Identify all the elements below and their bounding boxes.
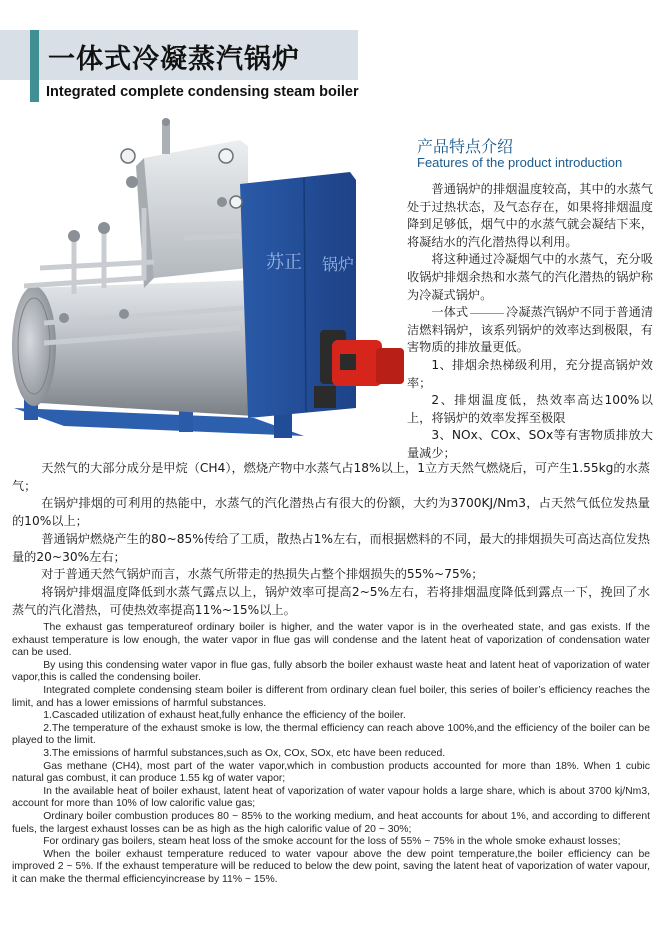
en-paragraph: Gas methane (CH4), most part of the water vapor,which in combustion products accounted for more than 18%. When 1 cubic natural gas combust, it can produce 1.55 kg of water vapor; <box>12 760 650 785</box>
page-subtitle: Integrated complete condensing steam boiler <box>46 84 359 100</box>
features-subtitle: Features of the product introduction <box>417 155 623 170</box>
features-paragraph: 将这种通过冷凝烟气中的水蒸气，充分吸收锅炉排烟余热和水蒸气的汽化潜热的锅炉称为冷凝式锅炉。 <box>407 252 653 302</box>
en-paragraph: In the available heat of boiler exhaust, latent heat of vaporization of water vapour holds a large share, which is about 3700 kj/Nm3, account for more than 10% of low calorific value gas; <box>12 785 650 810</box>
boiler-drum <box>12 280 254 416</box>
cn-paragraph: 在锅炉排烟的可利用的热能中，水蒸气的汽化潜热占有很大的份额，大约为3700KJ/Nm3，占天然气低位发热量的10%以上； <box>12 496 650 529</box>
blank-gap <box>470 313 504 314</box>
panel-label-right: 锅炉 <box>322 255 355 274</box>
en-paragraph: Integrated complete condensing steam boiler is different from ordinary clean fuel boiler, this series of boiler’s efficiency reaches the limit, and has a lower emissions of harmful substances. <box>12 684 650 709</box>
en-paragraph: The exhaust gas temperatureof ordinary boiler is higher, and the water vapor is in the overheated state, and gas exists. If the exhaust temperature is low enough, the water vapor in flue gas will condense and the latent heat of vaporization of condensation water can be used. <box>12 622 650 659</box>
header-accent-bar <box>30 30 39 102</box>
en-paragraph: 2.The temperature of the exhaust smoke is low, the thermal efficiency can reach above 100%,and the efficiency of the boiler can be played to the limit. <box>12 722 650 747</box>
features-title: 产品特点介绍 <box>417 137 514 156</box>
en-paragraph: 3.The emissions of harmful substances,such as Ox, COx, SOx, etc have been reduced. <box>43 747 446 759</box>
feature-item: 3、NOx、COx、SOx等有害物质排放大量减少； <box>407 428 653 460</box>
chinese-body <box>12 460 650 619</box>
feature-item: 1、排烟余热梯级利用，充分提高锅炉效率； <box>407 357 653 390</box>
page-title: 一体式冷凝蒸汽锅炉 <box>48 44 300 75</box>
en-paragraph: When the boiler exhaust temperature reduced to water vapour above the dew point temperature,the boiler efficiency can be improved 2 ~ 5%. If the exhaust temperature will be reduced to below the dew point, saving the latent heat of vaporization of water vapour, it can make the thermal efficiencyincrease by 11% ~ 15%. <box>12 848 650 885</box>
cn-paragraph: 对于普通天然气锅炉而言，水蒸气所带走的热损失占整个排烟损失的55%~75%； <box>41 567 484 582</box>
features-paragraph: 普通锅炉的排烟温度较高，其中的水蒸气处于过热状态，及气态存在，如果将排烟温度降到足够低，烟气中的水蒸气就会凝结下来，将凝结水的汽化潜热得以利用。 <box>407 182 653 249</box>
english-body <box>12 622 650 886</box>
cn-paragraph: 普通锅炉燃烧产生的80~85%传给了工质，散热占1%左右，而根据燃料的不同，最大的排烟损失可高达高位发热量的20~30%左右； <box>12 531 650 564</box>
cn-paragraph: 天然气的大部分成分是甲烷（CH4），燃烧产物中水蒸气占18%以上，1立方天然气燃烧后，可产生1.55kg的水蒸气； <box>12 461 650 493</box>
en-paragraph: 1.Cascaded utilization of exhaust heat,fully enhance the efficiency of the boiler. <box>43 710 406 722</box>
en-paragraph: Ordinary boiler combustion produces 80 ~ 85% to the working medium, and heat accounts for about 1%, and according to different fuels, the largest exhaust losses can be as high as the high calorific value of 20 ~ 30%; <box>12 810 650 835</box>
burner <box>314 330 404 408</box>
feature-item: 2、排烟温度低，热效率高达100%以上，将锅炉的效率发挥至极限 <box>407 393 653 425</box>
features-paragraph-rest: 冷凝蒸汽锅炉不同于普通清洁燃料锅炉，该系列锅炉的效率达到极限，有害物质的排放量更低。 <box>407 305 654 355</box>
en-paragraph: By using this condensing water vapor in flue gas, fully absorb the boiler exhaust waste heat and latent heat of vaporization of water vapor,this is called the condensing boiler. <box>12 659 650 684</box>
cn-paragraph: 将锅炉排烟温度降低到水蒸气露点以上，锅炉效率可提高2~5%左右，若将排烟温度降低到露点一下，挽回了水蒸气的汽化潜热，可使热效率提高11%~15%以上。 <box>12 584 650 617</box>
features-paragraph <box>407 304 653 357</box>
panel-label-left: 苏正 <box>266 252 302 273</box>
features-paragraph-lead: 一体式 <box>431 305 469 320</box>
boiler-illustration <box>4 118 418 466</box>
en-paragraph: For ordinary gas boilers, steam heat loss of the smoke account for the loss of 55% ~ 75% in the whole smoke exhaust losses; <box>43 836 621 848</box>
features-body <box>407 181 653 463</box>
